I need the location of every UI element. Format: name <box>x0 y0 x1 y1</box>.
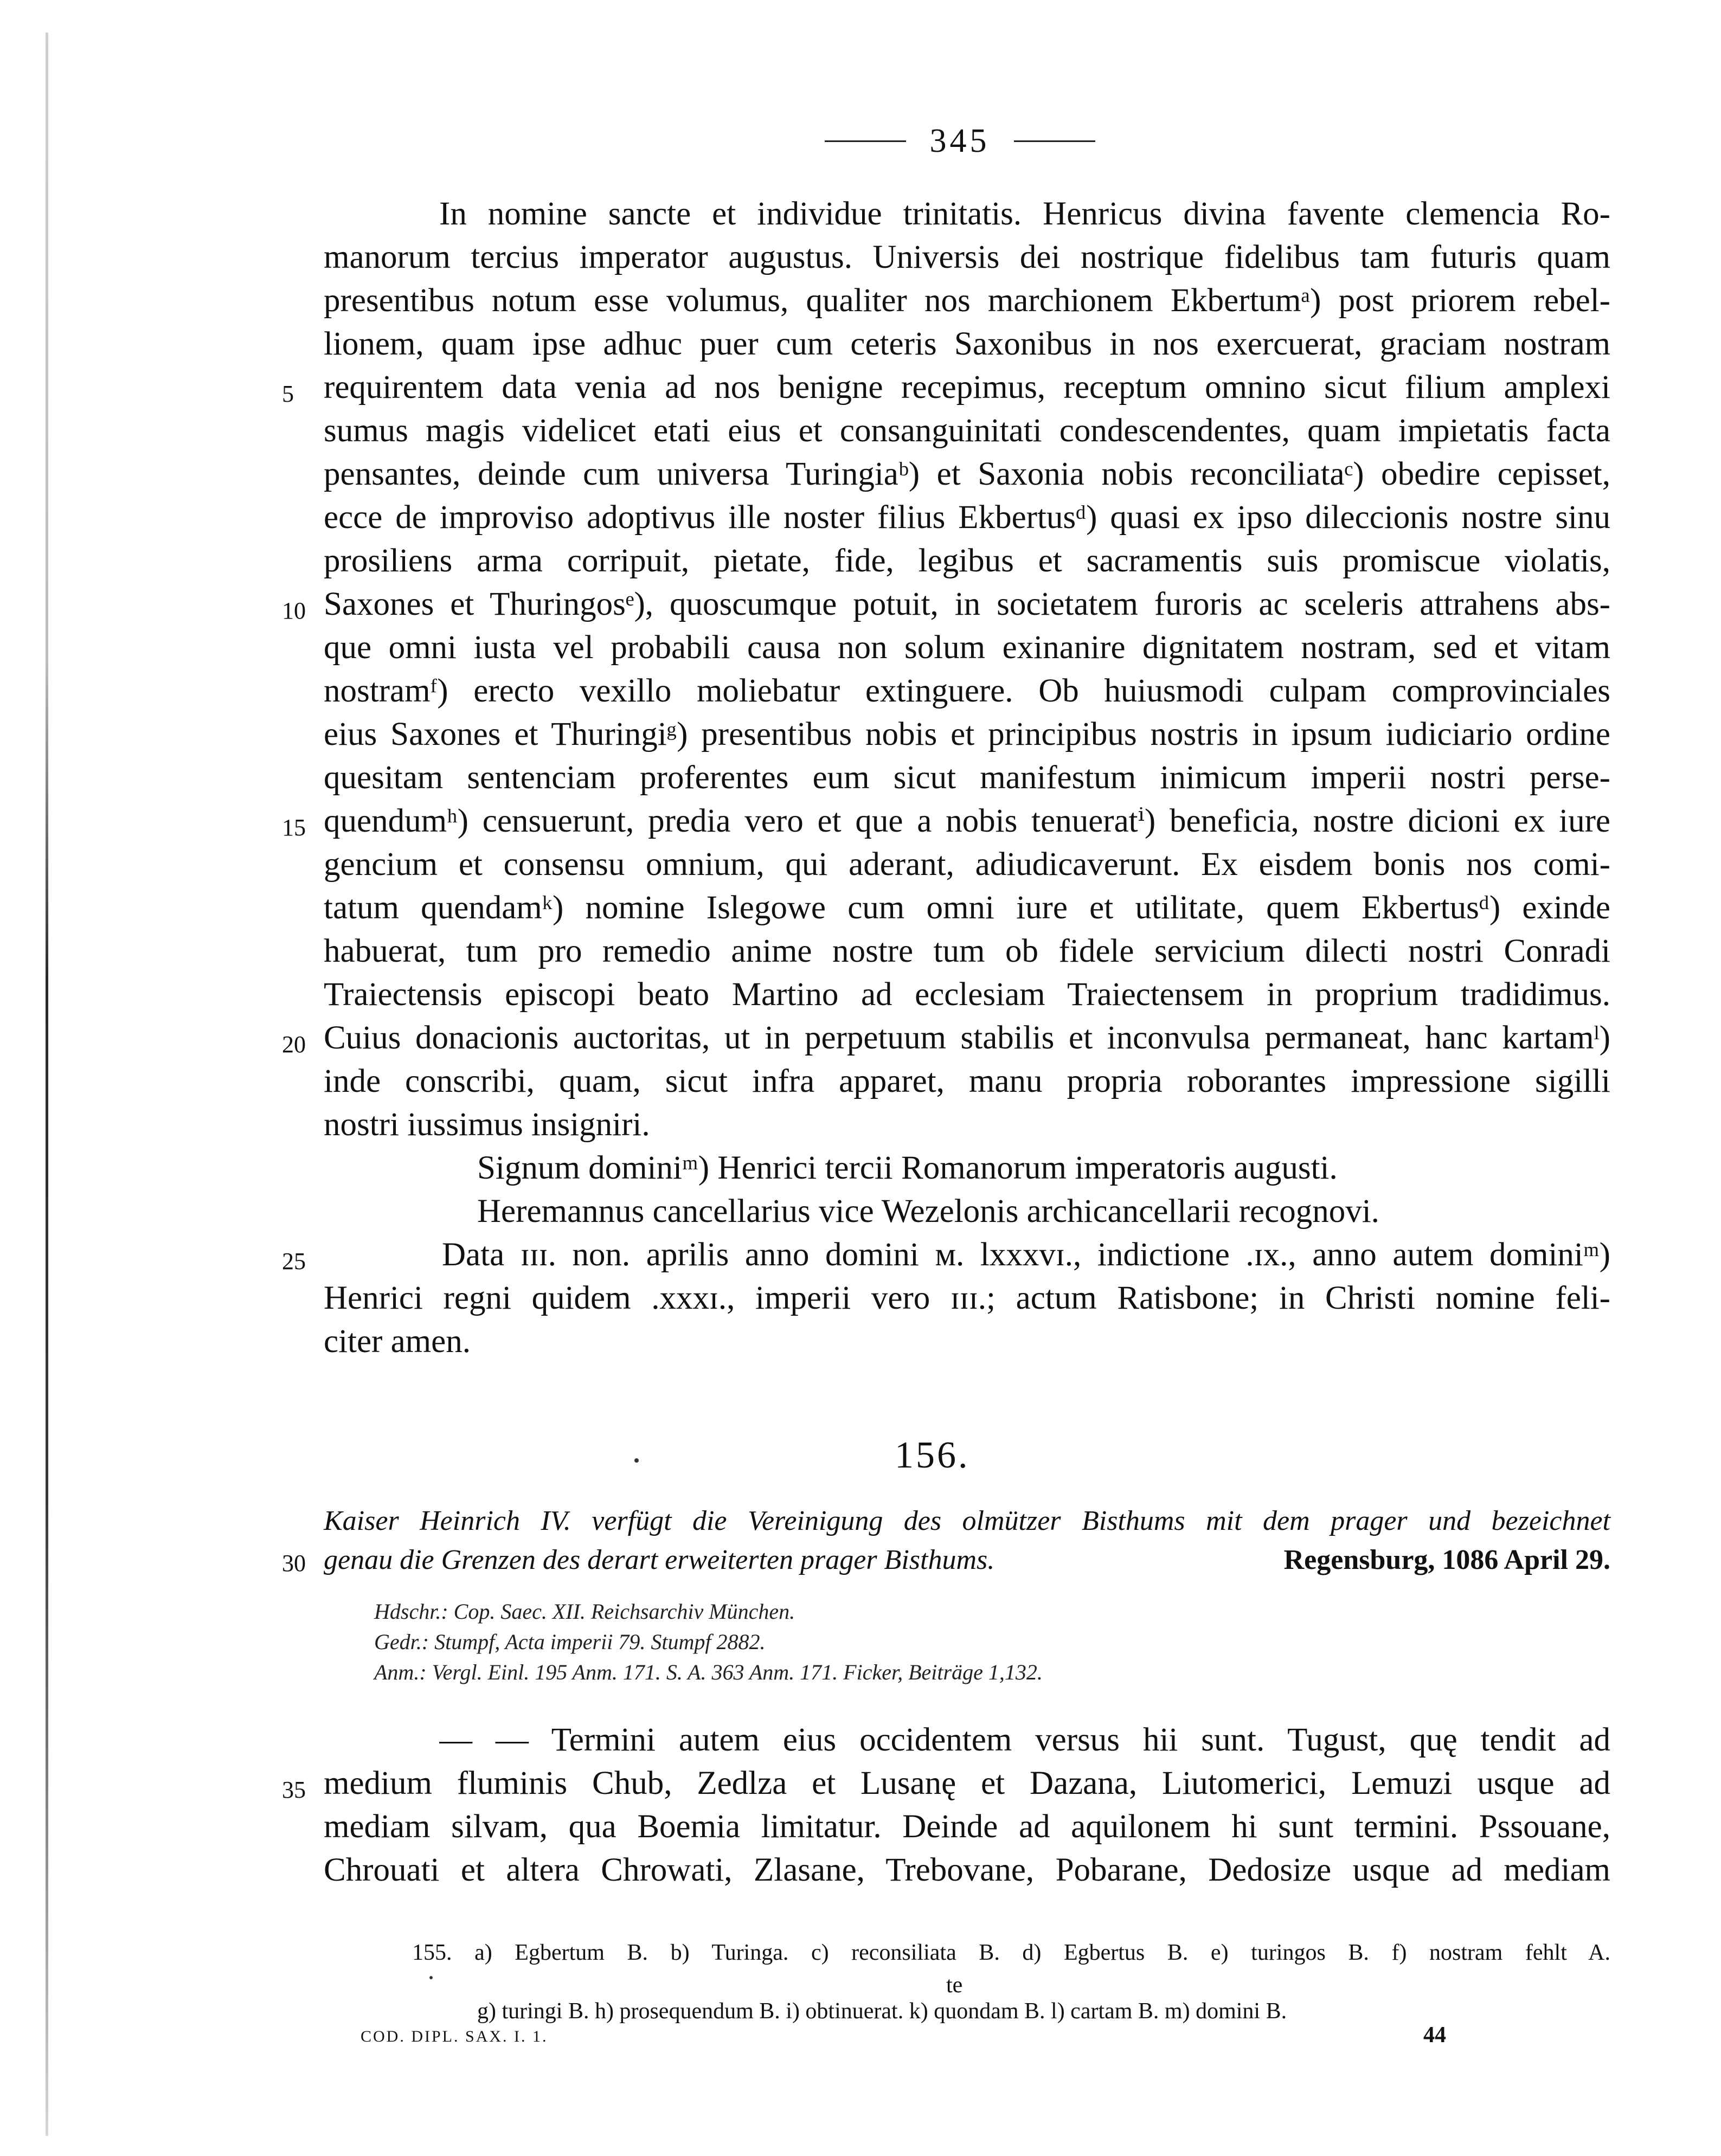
body-line: ecce de improviso adoptivus ille noster filius Ekbertusᵈ) quasi ex ipso dileccionis nostre sinu <box>324 499 1610 536</box>
line-number: 10 <box>282 597 306 624</box>
speck <box>634 1458 639 1463</box>
body-line: eius Saxones et Thuringiᵍ) presentibus nobis et principibus nostris in ipsum iudiciario ordine <box>324 716 1610 752</box>
speck <box>429 1976 433 1979</box>
footnote-superscript-te: te <box>946 1973 963 1998</box>
body-line: — — Termini autem eius occidentem versus hii sunt. Tugust, quę tendit ad <box>439 1722 1610 1758</box>
body-line: quesitam sentenciam proferentes eum sicut manifestum inimicum imperii nostri perse- <box>324 760 1610 796</box>
body-line: prosiliens arma corripuit, pietate, fide, legibus et sacramentis suis promiscue violatis, <box>324 543 1610 579</box>
sheet-number: 44 <box>1423 2023 1446 2048</box>
body-line: citer amen. <box>324 1323 471 1360</box>
rubric-line-2 <box>324 1541 1610 1580</box>
line-number: 5 <box>282 381 294 407</box>
body-line: tatum quendamᵏ) nomine Islegowe cum omni iure et utilitate, quem Ekbertusᵈ) exinde <box>324 890 1610 926</box>
body-line: quendumʰ) censuerunt, predia vero et que a nobis tenueratⁱ) beneficia, nostre dicioni ex iure <box>324 803 1610 839</box>
signum-line: Signum dominiᵐ) Henrici tercii Romanorum imperatoris augusti. <box>477 1150 1338 1186</box>
body-line: Chrouati et altera Chrowati, Zlasane, Trebovane, Pobarane, Dedosize usque ad mediam <box>324 1852 1610 1888</box>
body-line: nostri iussimus insigniri. <box>324 1106 650 1143</box>
body-line: habuerat, tum pro remedio anime nostre tum ob fidele servicium dilecti nostri Conradi <box>324 933 1610 969</box>
body-line: Saxones et Thuringosᵉ), quoscumque potuit, in societatem furoris ac sceleris attrahens abs- <box>324 586 1610 622</box>
scan-edge <box>46 33 48 2136</box>
header-rule-left <box>825 140 906 142</box>
signature-mark: COD. DIPL. SAX. I. 1. <box>361 2028 548 2045</box>
line-number: 20 <box>282 1031 306 1058</box>
page-header <box>770 117 1150 165</box>
body-line: presentibus notum esse volumus, qualiter nos marchionem Ekbertumᵃ) post priorem rebel- <box>324 282 1610 319</box>
body-line: requirentem data venia ad nos benigne recepimus, receptum omnino sicut filium amplexi <box>324 369 1610 406</box>
place-date: Regensburg, 1086 April 29. <box>1283 1544 1610 1575</box>
body-line: nostramᶠ) erecto vexillo moliebatur extinguere. Ob huiusmodi culpam comprovinciales <box>324 673 1610 709</box>
footnotes-line: 155. a) Egbertum B. b) Turinga. c) reconsiliata B. d) Egbertus B. e) turingos B. f) nostram fehlt A. <box>412 1940 1610 1965</box>
reference-printed: Gedr.: Stumpf, Acta imperii 79. Stumpf 2882. <box>374 1630 766 1654</box>
line-number: 35 <box>282 1777 306 1803</box>
body-line: pensantes, deinde cum universa Turingiaᵇ) et Saxonia nobis reconciliataᶜ) obedire cepisset, <box>324 456 1610 492</box>
footnotes-line: g) turingi B. h) prosequendum B. i) obtinuerat. k) quondam B. l) cartam B. m) domini B. <box>477 1999 1287 2024</box>
line-number: 30 <box>282 1550 306 1576</box>
body-line: inde conscribi, quam, sicut infra apparet, manu propria roborantes impressione sigilli <box>324 1063 1610 1099</box>
rubric-line: Kaiser Heinrich IV. verfügt die Vereinigung des olmützer Bisthums mit dem prager und bezeichnet <box>324 1505 1610 1536</box>
body-line: Cuius donacionis auctoritas, ut in perpetuum stabilis et inconvulsa permaneat, hanc kartamˡ) <box>324 1020 1610 1056</box>
rubric-text: genau die Grenzen des derart erweiterten prager Bisthums. <box>324 1544 995 1575</box>
body-line: manorum tercius imperator augustus. Universis dei nostrique fidelibus tam futuris quam <box>324 239 1610 275</box>
body-line: In nomine sancte et individue trinitatis. Henricus divina favente clemencia Ro- <box>439 196 1610 232</box>
line-number: 15 <box>282 814 306 841</box>
body-line: Traiectensis episcopi beato Martino ad ecclesiam Traiectensem in proprium tradidimus. <box>324 976 1610 1013</box>
body-line: sumus magis videlicet etati eius et consanguinitati condescendentes, quam impietatis facta <box>324 413 1610 449</box>
body-line: Henrici regni quidem .xxxɪ., imperii vero ɪɪɪ.; actum Ratisbone; in Christi nomine feli- <box>324 1280 1610 1316</box>
reference-manuscript: Hdschr.: Cop. Saec. XII. Reichsarchiv München. <box>374 1599 795 1624</box>
body-line: gencium et consensu omnium, qui aderant, adiudicaverunt. Ex eisdem bonis nos comi- <box>324 846 1610 883</box>
page-number: 345 <box>929 122 990 159</box>
body-line: lionem, quam ipse adhuc puer cum ceteris Saxonibus in nos exercuerat, graciam nostram <box>324 326 1610 362</box>
body-line: que omni iusta vel probabili causa non solum exinanire dignitatem nostram, sed et vitam <box>324 629 1610 666</box>
recognition-line: Heremannus cancellarius vice Wezelonis archicancellarii recognovi. <box>477 1193 1379 1230</box>
header-rule-right <box>1014 140 1095 142</box>
body-line: mediam silvam, qua Boemia limitatur. Deinde ad aquilonem hi sunt termini. Pssouane, <box>324 1809 1610 1845</box>
dating-line: Data ɪɪɪ. non. aprilis anno domini ᴍ. lxxxvɪ., indictione .ɪx., anno autem dominiᵐ) <box>442 1237 1610 1273</box>
document-number: 156. <box>895 1434 970 1476</box>
reference-notes: Anm.: Vergl. Einl. 195 Anm. 171. S. A. 363 Anm. 171. Ficker, Beiträge 1,132. <box>374 1660 1043 1684</box>
line-number: 25 <box>282 1248 306 1275</box>
body-line: medium fluminis Chub, Zedlza et Lusanę et Dazana, Liutomerici, Lemuzi usque ad <box>324 1765 1610 1801</box>
